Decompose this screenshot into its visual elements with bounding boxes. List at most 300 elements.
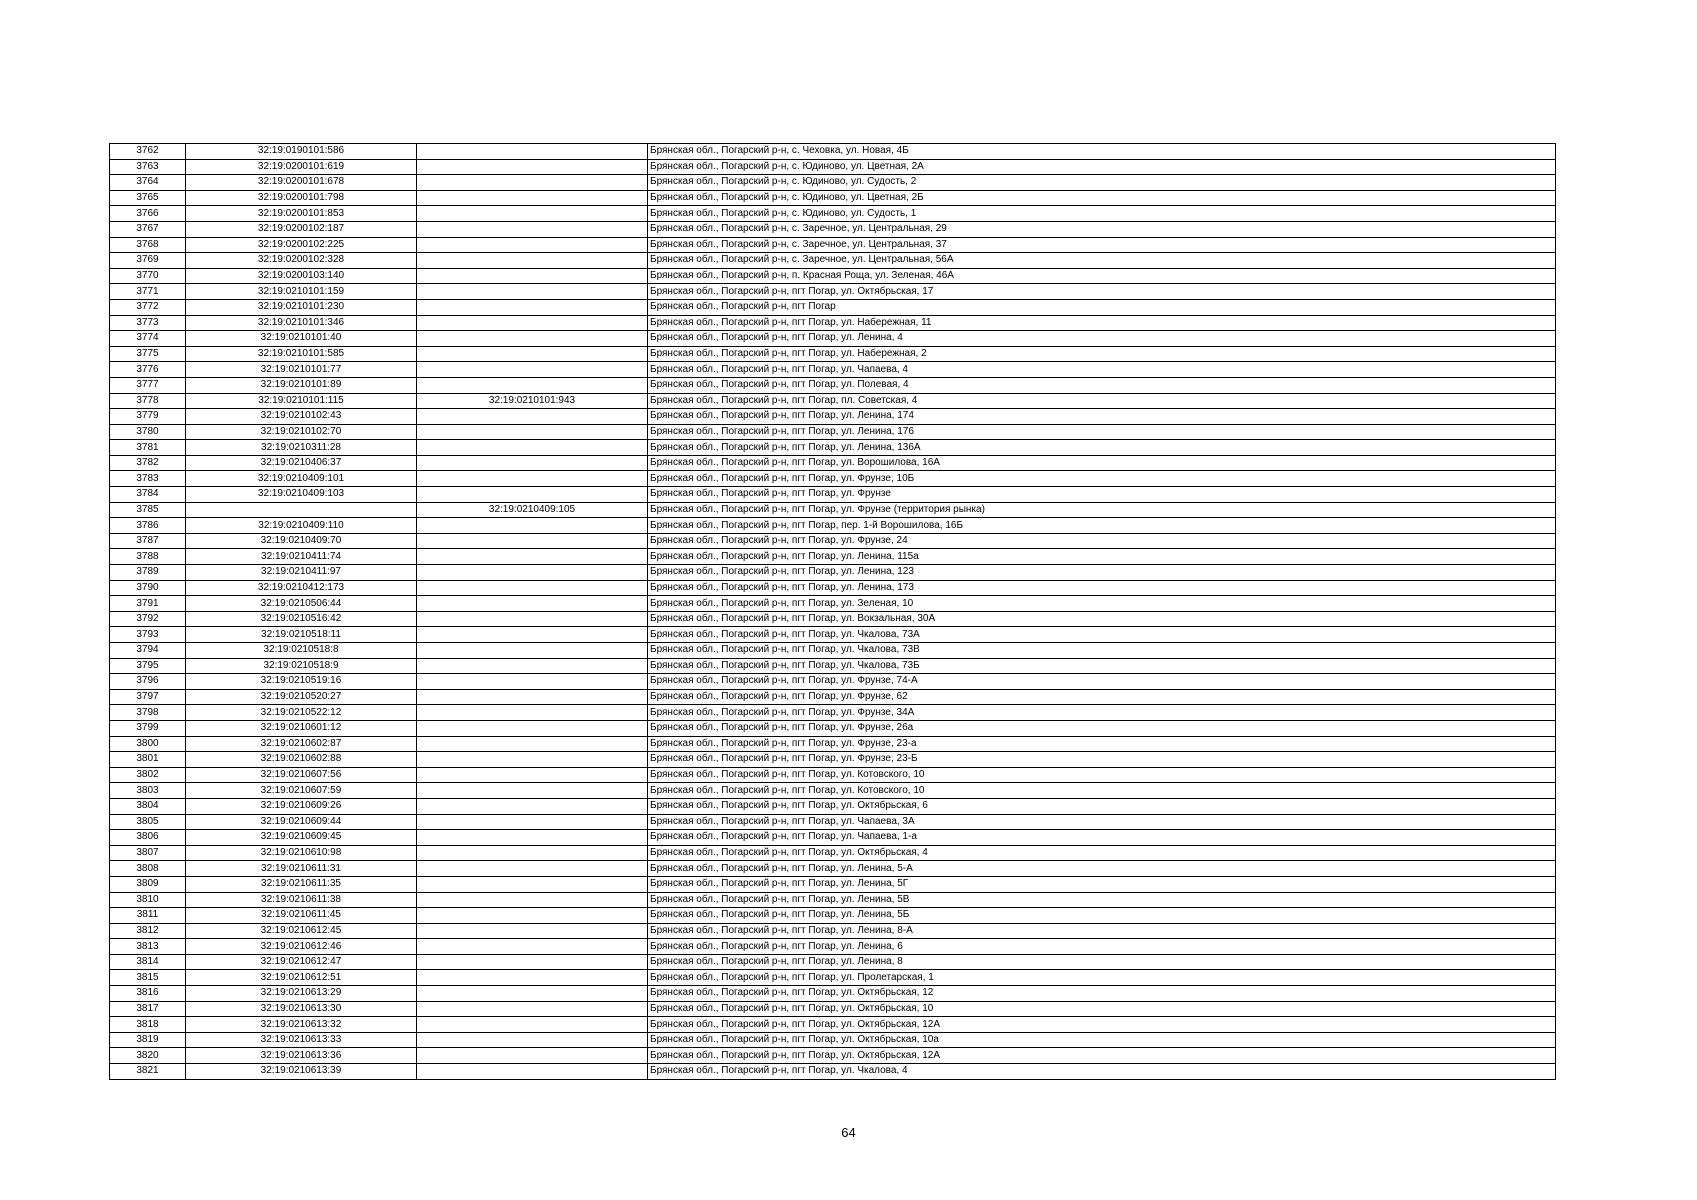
related-cadastral-cell — [417, 175, 648, 191]
table-row — [110, 175, 1556, 191]
table-row — [110, 643, 1556, 659]
cadastral-number-cell: 32:19:0210613:29 — [186, 986, 417, 1002]
table-row — [110, 284, 1556, 300]
address-cell: Брянская обл., Погарский р-н, пгт Погар, ул. Ленина, 6 — [648, 939, 1556, 955]
row-number-cell: 3781 — [110, 440, 186, 456]
row-number-cell: 3814 — [110, 954, 186, 970]
table-row — [110, 783, 1556, 799]
row-number-cell: 3812 — [110, 923, 186, 939]
table-row — [110, 830, 1556, 846]
row-number-cell: 3771 — [110, 284, 186, 300]
table-row — [110, 409, 1556, 425]
row-number-cell: 3783 — [110, 471, 186, 487]
cadastral-number-cell: 32:19:0200101:798 — [186, 190, 417, 206]
row-number-cell: 3802 — [110, 767, 186, 783]
address-cell: Брянская обл., Погарский р-н, пгт Погар, ул. Ленина, 8-А — [648, 923, 1556, 939]
address-cell: Брянская обл., Погарский р-н, пгт Погар, ул. Фрунзе, 10Б — [648, 471, 1556, 487]
related-cadastral-cell — [417, 720, 648, 736]
related-cadastral-cell — [417, 861, 648, 877]
row-number-cell: 3778 — [110, 393, 186, 409]
row-number-cell: 3815 — [110, 970, 186, 986]
cadastral-number-cell: 32:19:0210612:51 — [186, 970, 417, 986]
related-cadastral-cell — [417, 643, 648, 659]
address-cell: Брянская обл., Погарский р-н, пгт Погар, ул. Фрунзе, 62 — [648, 689, 1556, 705]
related-cadastral-cell: 32:19:0210409:105 — [417, 502, 648, 518]
address-cell: Брянская обл., Погарский р-н, с. Заречное, ул. Центральная, 29 — [648, 221, 1556, 237]
row-number-cell: 3768 — [110, 237, 186, 253]
related-cadastral-cell — [417, 752, 648, 768]
related-cadastral-cell — [417, 518, 648, 534]
cadastral-number-cell: 32:19:0210102:70 — [186, 424, 417, 440]
row-number-cell: 3776 — [110, 362, 186, 378]
row-number-cell: 3808 — [110, 861, 186, 877]
table-row — [110, 315, 1556, 331]
page-number: 64 — [841, 1125, 856, 1140]
table-row — [110, 487, 1556, 503]
table-row — [110, 424, 1556, 440]
row-number-cell: 3801 — [110, 752, 186, 768]
address-cell: Брянская обл., Погарский р-н, пгт Погар, ул. Чапаева, 4 — [648, 362, 1556, 378]
table-row — [110, 1032, 1556, 1048]
row-number-cell: 3772 — [110, 299, 186, 315]
related-cadastral-cell — [417, 409, 648, 425]
table-row — [110, 798, 1556, 814]
table-row — [110, 221, 1556, 237]
table-row — [110, 923, 1556, 939]
cadastral-number-cell: 32:19:0200102:328 — [186, 253, 417, 269]
related-cadastral-cell — [417, 159, 648, 175]
address-cell: Брянская обл., Погарский р-н, пгт Погар, ул. Ворошилова, 16А — [648, 455, 1556, 471]
table-row — [110, 689, 1556, 705]
cadastral-number-cell: 32:19:0210409:101 — [186, 471, 417, 487]
cadastral-number-cell: 32:19:0210602:88 — [186, 752, 417, 768]
cadastral-number-cell: 32:19:0210611:38 — [186, 892, 417, 908]
address-cell: Брянская обл., Погарский р-н, пгт Погар, ул. Пролетарская, 1 — [648, 970, 1556, 986]
cadastral-number-cell: 32:19:0210409:110 — [186, 518, 417, 534]
row-number-cell: 3816 — [110, 986, 186, 1002]
table-row — [110, 533, 1556, 549]
address-cell: Брянская обл., Погарский р-н, с. Чеховка, ул. Новая, 4Б — [648, 144, 1556, 160]
table-row — [110, 502, 1556, 518]
address-cell: Брянская обл., Погарский р-н, пгт Погар, ул. Ленина, 173 — [648, 580, 1556, 596]
table-row — [110, 611, 1556, 627]
cadastral-number-cell: 32:19:0210522:12 — [186, 705, 417, 721]
address-cell: Брянская обл., Погарский р-н, пгт Погар, ул. Октябрьская, 12 — [648, 986, 1556, 1002]
address-cell: Брянская обл., Погарский р-н, пгт Погар, ул. Ленина, 5Б — [648, 908, 1556, 924]
related-cadastral-cell — [417, 284, 648, 300]
row-number-cell: 3787 — [110, 533, 186, 549]
related-cadastral-cell — [417, 440, 648, 456]
table-row — [110, 674, 1556, 690]
table-row — [110, 346, 1556, 362]
address-cell: Брянская обл., Погарский р-н, пгт Погар, ул. Октябрьская, 10 — [648, 1001, 1556, 1017]
cadastral-number-cell: 32:19:0210102:43 — [186, 409, 417, 425]
table-row — [110, 1064, 1556, 1080]
address-cell: Брянская обл., Погарский р-н, пгт Погар, ул. Ленина, 123 — [648, 565, 1556, 581]
address-cell: Брянская обл., Погарский р-н, пгт Погар, ул. Чкалова, 73В — [648, 643, 1556, 659]
cadastral-number-cell: 32:19:0210613:39 — [186, 1064, 417, 1080]
cadastral-number-cell: 32:19:0210609:44 — [186, 814, 417, 830]
table-row — [110, 845, 1556, 861]
related-cadastral-cell — [417, 892, 648, 908]
cadastral-number-cell: 32:19:0210101:40 — [186, 331, 417, 347]
cadastral-number-cell: 32:19:0210101:346 — [186, 315, 417, 331]
row-number-cell: 3792 — [110, 611, 186, 627]
table-row — [110, 393, 1556, 409]
cadastral-number-cell: 32:19:0210612:45 — [186, 923, 417, 939]
address-cell: Брянская обл., Погарский р-н, пгт Погар, ул. Ленина, 174 — [648, 409, 1556, 425]
cadastral-number-cell: 32:19:0210609:45 — [186, 830, 417, 846]
address-cell: Брянская обл., Погарский р-н, пгт Погар, ул. Фрунзе, 23-а — [648, 736, 1556, 752]
row-number-cell: 3766 — [110, 206, 186, 222]
related-cadastral-cell — [417, 221, 648, 237]
address-cell: Брянская обл., Погарский р-н, п. Красная Роща, ул. Зеленая, 46А — [648, 268, 1556, 284]
related-cadastral-cell — [417, 206, 648, 222]
address-cell: Брянская обл., Погарский р-н, пгт Погар, ул. Котовского, 10 — [648, 767, 1556, 783]
address-cell: Брянская обл., Погарский р-н, пгт Погар, ул. Октябрьская, 4 — [648, 845, 1556, 861]
related-cadastral-cell — [417, 565, 648, 581]
related-cadastral-cell — [417, 253, 648, 269]
row-number-cell: 3796 — [110, 674, 186, 690]
table-row — [110, 190, 1556, 206]
row-number-cell: 3794 — [110, 643, 186, 659]
table-row — [110, 440, 1556, 456]
table-row — [110, 206, 1556, 222]
related-cadastral-cell — [417, 331, 648, 347]
registry-table — [109, 143, 1556, 1080]
address-cell: Брянская обл., Погарский р-н, пгт Погар, ул. Чкалова, 4 — [648, 1064, 1556, 1080]
address-cell: Брянская обл., Погарский р-н, пгт Погар, ул. Ленина, 136А — [648, 440, 1556, 456]
cadastral-number-cell: 32:19:0210610:98 — [186, 845, 417, 861]
row-number-cell: 3786 — [110, 518, 186, 534]
related-cadastral-cell — [417, 237, 648, 253]
address-cell: Брянская обл., Погарский р-н, пгт Погар, ул. Фрунзе, 34А — [648, 705, 1556, 721]
address-cell: Брянская обл., Погарский р-н, пгт Погар, ул. Полевая, 4 — [648, 377, 1556, 393]
cadastral-number-cell: 32:19:0210409:70 — [186, 533, 417, 549]
table-row — [110, 471, 1556, 487]
cadastral-number-cell: 32:19:0210506:44 — [186, 596, 417, 612]
cadastral-number-cell: 32:19:0210101:89 — [186, 377, 417, 393]
row-number-cell: 3789 — [110, 565, 186, 581]
cadastral-number-cell: 32:19:0200101:619 — [186, 159, 417, 175]
table-row — [110, 658, 1556, 674]
related-cadastral-cell — [417, 268, 648, 284]
related-cadastral-cell — [417, 377, 648, 393]
related-cadastral-cell — [417, 674, 648, 690]
address-cell: Брянская обл., Погарский р-н, пгт Погар, ул. Котовского, 10 — [648, 783, 1556, 799]
related-cadastral-cell — [417, 144, 648, 160]
row-number-cell: 3803 — [110, 783, 186, 799]
address-cell: Брянская обл., Погарский р-н, пгт Погар, ул. Фрунзе (территория рынка) — [648, 502, 1556, 518]
table-row — [110, 720, 1556, 736]
cadastral-number-cell: 32:19:0190101:586 — [186, 144, 417, 160]
address-cell: Брянская обл., Погарский р-н, пгт Погар, ул. Набережная, 11 — [648, 315, 1556, 331]
address-cell: Брянская обл., Погарский р-н, пгт Погар, ул. Фрунзе, 23-Б — [648, 752, 1556, 768]
related-cadastral-cell — [417, 533, 648, 549]
cadastral-number-cell — [186, 502, 417, 518]
address-cell: Брянская обл., Погарский р-н, пгт Погар, ул. Ленина, 5В — [648, 892, 1556, 908]
related-cadastral-cell: 32:19:0210101:943 — [417, 393, 648, 409]
address-cell: Брянская обл., Погарский р-н, пгт Погар, ул. Чкалова, 73А — [648, 627, 1556, 643]
table-row — [110, 1048, 1556, 1064]
table-row — [110, 144, 1556, 160]
row-number-cell: 3780 — [110, 424, 186, 440]
row-number-cell: 3810 — [110, 892, 186, 908]
row-number-cell: 3809 — [110, 876, 186, 892]
row-number-cell: 3798 — [110, 705, 186, 721]
address-cell: Брянская обл., Погарский р-н, пгт Погар, ул. Чкалова, 73Б — [648, 658, 1556, 674]
cadastral-number-cell: 32:19:0210609:26 — [186, 798, 417, 814]
address-cell: Брянская обл., Погарский р-н, пгт Погар — [648, 299, 1556, 315]
address-cell: Брянская обл., Погарский р-н, пгт Погар, ул. Фрунзе, 24 — [648, 533, 1556, 549]
row-number-cell: 3811 — [110, 908, 186, 924]
related-cadastral-cell — [417, 346, 648, 362]
address-cell: Брянская обл., Погарский р-н, с. Заречное, ул. Центральная, 37 — [648, 237, 1556, 253]
address-cell: Брянская обл., Погарский р-н, пгт Погар, ул. Октябрьская, 17 — [648, 284, 1556, 300]
address-cell: Брянская обл., Погарский р-н, с. Юдиново, ул. Судость, 2 — [648, 175, 1556, 191]
row-number-cell: 3767 — [110, 221, 186, 237]
table-row — [110, 970, 1556, 986]
related-cadastral-cell — [417, 190, 648, 206]
cadastral-number-cell: 32:19:0210601:12 — [186, 720, 417, 736]
table-row — [110, 596, 1556, 612]
cadastral-number-cell: 32:19:0210101:230 — [186, 299, 417, 315]
cadastral-number-cell: 32:19:0210518:8 — [186, 643, 417, 659]
table-row — [110, 565, 1556, 581]
table-row — [110, 892, 1556, 908]
related-cadastral-cell — [417, 611, 648, 627]
cadastral-number-cell: 32:19:0210613:33 — [186, 1032, 417, 1048]
row-number-cell: 3762 — [110, 144, 186, 160]
cadastral-number-cell: 32:19:0210611:35 — [186, 876, 417, 892]
table-row — [110, 876, 1556, 892]
table-row — [110, 1017, 1556, 1033]
table-row — [110, 705, 1556, 721]
table-row — [110, 331, 1556, 347]
cadastral-number-cell: 32:19:0200101:678 — [186, 175, 417, 191]
address-cell: Брянская обл., Погарский р-н, пгт Погар, ул. Октябрьская, 6 — [648, 798, 1556, 814]
related-cadastral-cell — [417, 315, 648, 331]
address-cell: Брянская обл., Погарский р-н, пгт Погар, ул. Ленина, 5-А — [648, 861, 1556, 877]
related-cadastral-cell — [417, 1001, 648, 1017]
cadastral-number-cell: 32:19:0210101:115 — [186, 393, 417, 409]
related-cadastral-cell — [417, 908, 648, 924]
related-cadastral-cell — [417, 798, 648, 814]
cadastral-number-cell: 32:19:0210519:16 — [186, 674, 417, 690]
row-number-cell: 3805 — [110, 814, 186, 830]
related-cadastral-cell — [417, 814, 648, 830]
address-cell: Брянская обл., Погарский р-н, пгт Погар, ул. Чапаева, 1-а — [648, 830, 1556, 846]
row-number-cell: 3770 — [110, 268, 186, 284]
row-number-cell: 3813 — [110, 939, 186, 955]
cadastral-number-cell: 32:19:0200103:140 — [186, 268, 417, 284]
row-number-cell: 3773 — [110, 315, 186, 331]
address-cell: Брянская обл., Погарский р-н, с. Юдиново, ул. Цветная, 2Б — [648, 190, 1556, 206]
address-cell: Брянская обл., Погарский р-н, пгт Погар, ул. Набережная, 2 — [648, 346, 1556, 362]
related-cadastral-cell — [417, 783, 648, 799]
related-cadastral-cell — [417, 954, 648, 970]
row-number-cell: 3818 — [110, 1017, 186, 1033]
cadastral-number-cell: 32:19:0210409:103 — [186, 487, 417, 503]
cadastral-number-cell: 32:19:0200101:853 — [186, 206, 417, 222]
related-cadastral-cell — [417, 549, 648, 565]
row-number-cell: 3775 — [110, 346, 186, 362]
row-number-cell: 3799 — [110, 720, 186, 736]
related-cadastral-cell — [417, 1048, 648, 1064]
table-row — [110, 580, 1556, 596]
related-cadastral-cell — [417, 939, 648, 955]
table-row — [110, 518, 1556, 534]
table-row — [110, 861, 1556, 877]
row-number-cell: 3807 — [110, 845, 186, 861]
table-row — [110, 1001, 1556, 1017]
row-number-cell: 3821 — [110, 1064, 186, 1080]
address-cell: Брянская обл., Погарский р-н, пгт Погар, ул. Ленина, 4 — [648, 331, 1556, 347]
address-cell: Брянская обл., Погарский р-н, пгт Погар, ул. Вокзальная, 30А — [648, 611, 1556, 627]
related-cadastral-cell — [417, 1064, 648, 1080]
table-row — [110, 939, 1556, 955]
related-cadastral-cell — [417, 580, 648, 596]
cadastral-number-cell: 32:19:0210607:59 — [186, 783, 417, 799]
row-number-cell: 3769 — [110, 253, 186, 269]
related-cadastral-cell — [417, 658, 648, 674]
row-number-cell: 3790 — [110, 580, 186, 596]
related-cadastral-cell — [417, 627, 648, 643]
table-row — [110, 908, 1556, 924]
address-cell: Брянская обл., Погарский р-н, пгт Погар, ул. Чапаева, 3А — [648, 814, 1556, 830]
row-number-cell: 3763 — [110, 159, 186, 175]
row-number-cell: 3788 — [110, 549, 186, 565]
table-row — [110, 237, 1556, 253]
related-cadastral-cell — [417, 970, 648, 986]
table-row — [110, 455, 1556, 471]
table-row — [110, 377, 1556, 393]
row-number-cell: 3782 — [110, 455, 186, 471]
row-number-cell: 3791 — [110, 596, 186, 612]
address-cell: Брянская обл., Погарский р-н, пгт Погар, ул. Ленина, 176 — [648, 424, 1556, 440]
cadastral-number-cell: 32:19:0210520:27 — [186, 689, 417, 705]
cadastral-number-cell: 32:19:0210101:159 — [186, 284, 417, 300]
row-number-cell: 3774 — [110, 331, 186, 347]
table-row — [110, 767, 1556, 783]
table-row — [110, 549, 1556, 565]
row-number-cell: 3764 — [110, 175, 186, 191]
row-number-cell: 3806 — [110, 830, 186, 846]
cadastral-number-cell: 32:19:0210411:97 — [186, 565, 417, 581]
address-cell: Брянская обл., Погарский р-н, пгт Погар, ул. Фрунзе, 26а — [648, 720, 1556, 736]
address-cell: Брянская обл., Погарский р-н, пгт Погар, ул. Зеленая, 10 — [648, 596, 1556, 612]
registry-table-body — [110, 144, 1556, 1080]
row-number-cell: 3819 — [110, 1032, 186, 1048]
address-cell: Брянская обл., Погарский р-н, пгт Погар, ул. Ленина, 5Г — [648, 876, 1556, 892]
address-cell: Брянская обл., Погарский р-н, с. Юдиново, ул. Цветная, 2А — [648, 159, 1556, 175]
row-number-cell: 3785 — [110, 502, 186, 518]
related-cadastral-cell — [417, 689, 648, 705]
row-number-cell: 3795 — [110, 658, 186, 674]
table-row — [110, 268, 1556, 284]
table-row — [110, 362, 1556, 378]
table-row — [110, 253, 1556, 269]
cadastral-number-cell: 32:19:0210412:173 — [186, 580, 417, 596]
address-cell: Брянская обл., Погарский р-н, пгт Погар, ул. Октябрьская, 12А — [648, 1017, 1556, 1033]
related-cadastral-cell — [417, 362, 648, 378]
related-cadastral-cell — [417, 876, 648, 892]
cadastral-number-cell: 32:19:0210411:74 — [186, 549, 417, 565]
related-cadastral-cell — [417, 471, 648, 487]
related-cadastral-cell — [417, 596, 648, 612]
cadastral-number-cell: 32:19:0210607:56 — [186, 767, 417, 783]
related-cadastral-cell — [417, 767, 648, 783]
address-cell: Брянская обл., Погарский р-н, с. Заречное, ул. Центральная, 56А — [648, 253, 1556, 269]
related-cadastral-cell — [417, 299, 648, 315]
row-number-cell: 3765 — [110, 190, 186, 206]
table-row — [110, 736, 1556, 752]
row-number-cell: 3793 — [110, 627, 186, 643]
row-number-cell: 3797 — [110, 689, 186, 705]
cadastral-number-cell: 32:19:0210613:32 — [186, 1017, 417, 1033]
related-cadastral-cell — [417, 487, 648, 503]
address-cell: Брянская обл., Погарский р-н, пгт Погар, пл. Советская, 4 — [648, 393, 1556, 409]
related-cadastral-cell — [417, 845, 648, 861]
address-cell: Брянская обл., Погарский р-н, пгт Погар, ул. Ленина, 8 — [648, 954, 1556, 970]
table-row — [110, 627, 1556, 643]
row-number-cell: 3784 — [110, 487, 186, 503]
row-number-cell: 3777 — [110, 377, 186, 393]
related-cadastral-cell — [417, 923, 648, 939]
cadastral-number-cell: 32:19:0210602:87 — [186, 736, 417, 752]
cadastral-number-cell: 32:19:0210611:45 — [186, 908, 417, 924]
row-number-cell: 3804 — [110, 798, 186, 814]
address-cell: Брянская обл., Погарский р-н, с. Юдиново, ул. Судость, 1 — [648, 206, 1556, 222]
table-row — [110, 159, 1556, 175]
row-number-cell: 3779 — [110, 409, 186, 425]
address-cell: Брянская обл., Погарский р-н, пгт Погар, ул. Ленина, 115а — [648, 549, 1556, 565]
related-cadastral-cell — [417, 705, 648, 721]
cadastral-number-cell: 32:19:0210518:11 — [186, 627, 417, 643]
cadastral-number-cell: 32:19:0210611:31 — [186, 861, 417, 877]
cadastral-number-cell: 32:19:0200102:187 — [186, 221, 417, 237]
cadastral-number-cell: 32:19:0210311:28 — [186, 440, 417, 456]
related-cadastral-cell — [417, 736, 648, 752]
related-cadastral-cell — [417, 1017, 648, 1033]
related-cadastral-cell — [417, 986, 648, 1002]
table-row — [110, 986, 1556, 1002]
address-cell: Брянская обл., Погарский р-н, пгт Погар, ул. Октябрьская, 10а — [648, 1032, 1556, 1048]
related-cadastral-cell — [417, 830, 648, 846]
cadastral-number-cell: 32:19:0210518:9 — [186, 658, 417, 674]
cadastral-number-cell: 32:19:0210406:37 — [186, 455, 417, 471]
address-cell: Брянская обл., Погарский р-н, пгт Погар, ул. Фрунзе — [648, 487, 1556, 503]
cadastral-number-cell: 32:19:0210613:36 — [186, 1048, 417, 1064]
address-cell: Брянская обл., Погарский р-н, пгт Погар, ул. Октябрьская, 12А — [648, 1048, 1556, 1064]
row-number-cell: 3800 — [110, 736, 186, 752]
related-cadastral-cell — [417, 1032, 648, 1048]
related-cadastral-cell — [417, 455, 648, 471]
cadastral-number-cell: 32:19:0210612:47 — [186, 954, 417, 970]
table-row — [110, 752, 1556, 768]
cadastral-number-cell: 32:19:0210101:585 — [186, 346, 417, 362]
cadastral-number-cell: 32:19:0210101:77 — [186, 362, 417, 378]
address-cell: Брянская обл., Погарский р-н, пгт Погар, пер. 1-й Ворошилова, 16Б — [648, 518, 1556, 534]
cadastral-number-cell: 32:19:0210613:30 — [186, 1001, 417, 1017]
related-cadastral-cell — [417, 424, 648, 440]
cadastral-number-cell: 32:19:0200102:225 — [186, 237, 417, 253]
row-number-cell: 3817 — [110, 1001, 186, 1017]
row-number-cell: 3820 — [110, 1048, 186, 1064]
cadastral-number-cell: 32:19:0210612:46 — [186, 939, 417, 955]
cadastral-number-cell: 32:19:0210516:42 — [186, 611, 417, 627]
table-row — [110, 954, 1556, 970]
